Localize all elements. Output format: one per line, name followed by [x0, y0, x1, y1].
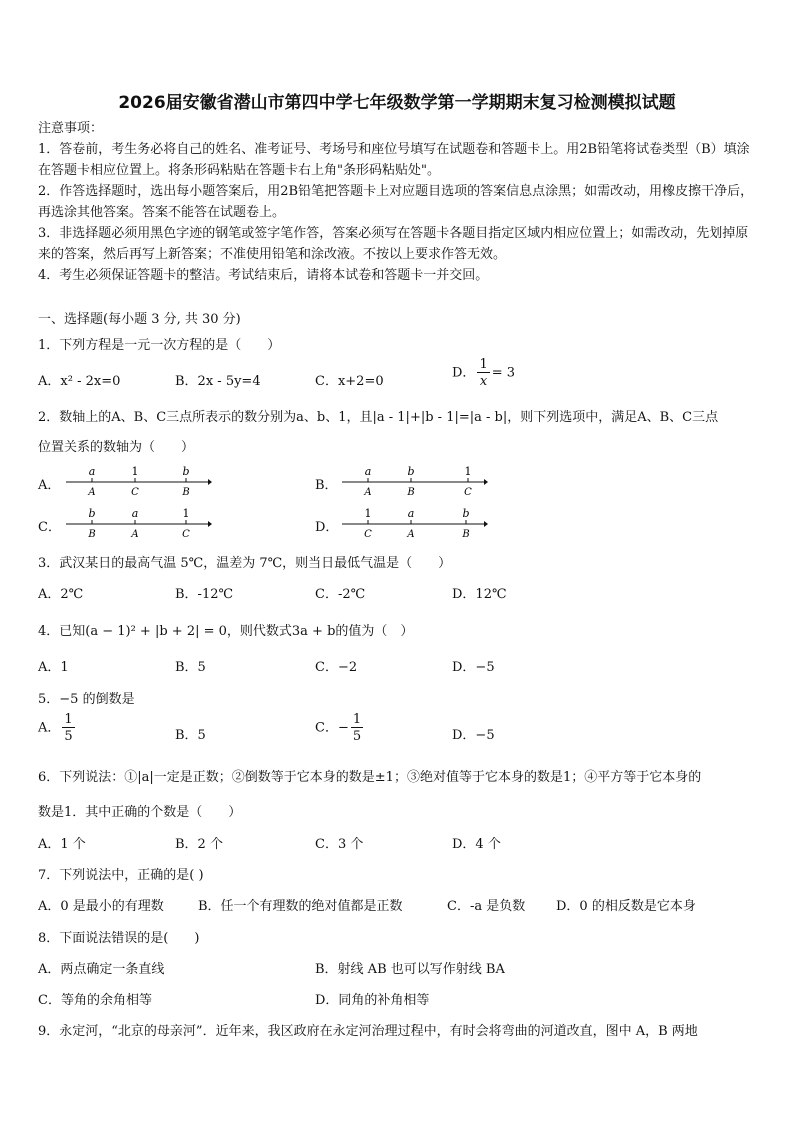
mark-top: 1 — [182, 507, 190, 520]
q5-a-numerator: 1 — [64, 712, 73, 727]
q5-a-label: A． — [38, 720, 61, 736]
q5-option-b: B．5 — [175, 728, 206, 743]
page-title: 2026届安徽省潜山市第四中学七年级数学第一学期期末复习检测模拟试题 — [118, 93, 676, 113]
q1-d-label: D． — [452, 365, 476, 381]
q1-stem: 1．下列方程是一元一次方程的是（ ） — [38, 338, 281, 353]
q4-option-c: C．−2 — [315, 660, 358, 675]
mark-bottom: B — [88, 529, 96, 540]
q2-stem-line-1: 2．数轴上的A、B、C三点所表示的数分别为a、b、1，且|a - 1|+|b - 1|=|a - b|，则下列选项中，满足A、B、C三点 — [38, 410, 719, 425]
notice-item-4: 4．考生必须保证答题卡的整洁。考试结束后，请将本试卷和答题卡一并交回。 — [38, 268, 489, 283]
mark-top: 1 — [464, 465, 472, 478]
mark-top: b — [182, 465, 190, 478]
q7-option-a: A．0 是最小的有理数 — [38, 899, 164, 914]
q5-c-sign: − — [337, 720, 349, 736]
q6-stem-line-1: 6．下列说法：①|a|一定是正数；②倒数等于它本身的数是±1；③绝对值等于它本身的数是1；④平方等于它本身的 — [38, 770, 702, 785]
mark-bottom: C — [464, 487, 472, 498]
q5-c-fraction — [351, 713, 363, 743]
q1-option-c: C．x+2=0 — [315, 374, 384, 389]
mark-top: b — [88, 507, 96, 520]
q5-a-fraction — [62, 713, 74, 743]
q4-option-d: D．−5 — [452, 660, 495, 675]
q3-option-d: D．12℃ — [452, 587, 507, 602]
q5-option-d: D．−5 — [452, 728, 495, 743]
q7-option-d: D．0 的相反数是它本身 — [556, 899, 696, 914]
notice-item-2: 2．作答选择题时，选出每小题答案后，用2B铅笔把答题卡上对应题目选项的答案信息点涂黑；如需改动，用橡皮擦干净后，再选涂其他答案。答案不能答在试题卷上。 — [38, 184, 754, 220]
mark-bottom: A — [364, 487, 372, 498]
mark-bottom: C — [364, 529, 372, 540]
q5-stem: 5．−5 的倒数是 — [38, 692, 135, 707]
section-heading: 一、选择题(每小题 3 分, 共 30 分) — [38, 312, 241, 327]
mark-bottom: C — [131, 487, 139, 498]
q2-option-b-label: B． — [315, 478, 338, 493]
mark-bottom: A — [88, 487, 96, 498]
mark-top: b — [407, 465, 415, 478]
mark-top: 1 — [364, 507, 372, 520]
q4-option-a: A．1 — [38, 660, 69, 675]
q8-option-c: C．等角的余角相等 — [38, 993, 152, 1008]
q3-option-c: C．-2℃ — [315, 587, 366, 602]
q2-option-c-label: C． — [38, 520, 61, 535]
q2-option-c-numberline — [62, 504, 212, 544]
mark-bottom: B — [462, 529, 470, 540]
axis-arrow — [484, 521, 488, 527]
q8-option-a: A．两点确定一条直线 — [38, 962, 165, 977]
q8-option-d: D．同角的补角相等 — [315, 993, 430, 1008]
mark-top: a — [88, 465, 96, 478]
q4-stem: 4．已知(a − 1)² + |b + 2| = 0，则代数式3a + b的值为（ ） — [38, 624, 414, 639]
q7-option-c: C．-a 是负数 — [447, 899, 526, 914]
q1-option-b: B．2x - 5y=4 — [175, 374, 261, 389]
q5-c-numerator: 1 — [352, 712, 362, 727]
q1-option-d — [452, 358, 515, 388]
q5-option-a — [38, 713, 77, 743]
q2-option-a-numberline — [62, 462, 212, 502]
q6-option-d: D．4 个 — [452, 837, 501, 852]
mark-bottom: A — [407, 529, 415, 540]
q6-option-b: B．2 个 — [175, 837, 223, 852]
q6-option-a: A．1 个 — [38, 837, 86, 852]
q7-option-b: B．任一个有理数的绝对值都是正数 — [198, 899, 403, 914]
q5-a-denominator: 5 — [64, 729, 73, 744]
q5-c-denominator: 5 — [352, 729, 362, 744]
q1-option-a: A．x² - 2x=0 — [38, 374, 121, 389]
q8-stem: 8．下面说法错误的是( ) — [38, 931, 200, 946]
mark-bottom: C — [182, 529, 190, 540]
notice-item-3: 3．非选择题必须用黑色字迹的钢笔或签字笔作答，答案必须写在答题卡各题目指定区域内相应位置上；如需改动，先划掉原来的答案，然后再写上新答案；不准使用铅笔和涂改液。不按以上要求作答无效。 — [38, 226, 749, 262]
notice-heading: 注意事项： — [38, 121, 104, 136]
mark-top: a — [364, 465, 372, 478]
q2-option-d-numberline — [338, 504, 488, 544]
q2-stem-line-2: 位置关系的数轴为（ ） — [38, 440, 195, 455]
notice-item-1: 1．答卷前，考生务必将自己的姓名、准考证号、考场号和座位号填写在试题卷和答题卡上。用2B铅笔将试卷类型（B）填涂在答题卡相应位置上。将条形码粘贴在答题卡右上角"条形码粘贴处"。 — [38, 142, 750, 178]
q6-option-c: C．3 个 — [315, 837, 364, 852]
q1-d-fraction — [477, 358, 489, 388]
q6-stem-line-2: 数是1．其中正确的个数是（ ） — [38, 805, 242, 820]
mark-top: 1 — [131, 465, 139, 478]
q4-option-b: B．5 — [175, 660, 206, 675]
q5-c-label: C． — [315, 720, 338, 736]
q8-option-b: B．射线 AB 也可以写作射线 BA — [315, 962, 505, 977]
mark-bottom: B — [407, 487, 415, 498]
q1-d-rest: = 3 — [491, 365, 516, 381]
mark-bottom: B — [182, 487, 190, 498]
q2-option-b-numberline — [338, 462, 488, 502]
q9-stem: 9．永定河，“北京的母亲河”．近年来，我区政府在永定河治理过程中，有时会将弯曲的河道改直，图中 A，B 两地 — [38, 1024, 698, 1039]
mark-bottom: A — [131, 529, 139, 540]
mark-top: a — [407, 507, 415, 520]
q3-option-a: A．2℃ — [38, 587, 84, 602]
mark-top: b — [462, 507, 470, 520]
q3-stem: 3．武汉某日的最高气温 5℃，温差为 7℃，则当日最低气温是（ ） — [38, 556, 452, 571]
q1-d-numerator: 1 — [479, 357, 488, 372]
axis-arrow — [208, 521, 212, 527]
q2-option-d-label: D． — [315, 520, 339, 535]
q2-option-a-label: A． — [38, 478, 61, 493]
q1-d-denominator: x — [479, 374, 488, 389]
axis-arrow — [484, 479, 488, 485]
q7-stem: 7．下列说法中，正确的是( ) — [38, 868, 204, 883]
q5-option-c — [315, 713, 365, 743]
q3-option-b: B．-12℃ — [175, 587, 234, 602]
mark-top: a — [131, 507, 139, 520]
axis-arrow — [208, 479, 212, 485]
